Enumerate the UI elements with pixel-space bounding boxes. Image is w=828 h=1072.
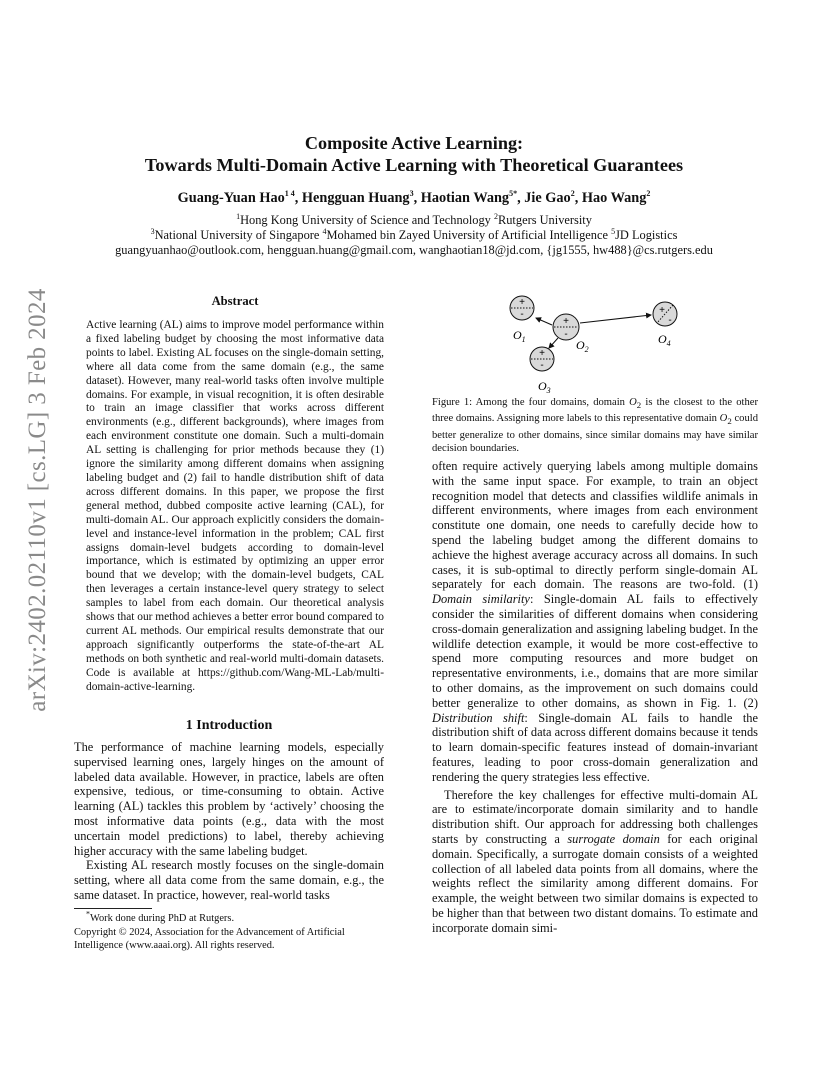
emphasis: Domain similarity — [432, 592, 530, 607]
text-run: : Single-domain AL fails to handle the distribution shift of data across different domains because it tends to learn domain-specific features instead of domain-invariant features, leading to poor cross-domain generalization and rendering the query strategies less effective. — [432, 710, 759, 784]
plus-label: + — [659, 305, 665, 316]
author: Haotian Wang — [420, 190, 510, 206]
text-run: often require actively querying labels among multiple domains with the same input space. For example, to train an object recognition model that detects and classifies wildlife animals in different environments, where images from each environment constitute one domain, one needs to carefully decide how to spend the labeling budget among the different domains to achieve the highest average accuracy across all domains. In such cases, it is sub-optimal to directly perform single-domain AL separately for each domain. The reasons are two-fold. (1) — [432, 459, 758, 592]
footnote — [74, 909, 384, 953]
author-affil-mark: 2 — [570, 189, 575, 199]
caption-symbol: O — [719, 413, 728, 425]
affiliation-line-1 — [60, 213, 768, 228]
figure-1-domain-diagram — [432, 286, 758, 394]
plus-label: + — [563, 316, 569, 327]
right-column-body — [432, 459, 758, 936]
author-affil-mark: 1 4 — [284, 189, 295, 199]
domain-o1-node — [510, 296, 534, 320]
emphasis: surrogate domain — [567, 831, 660, 846]
text-run: for each original domain. Specifically, a surrogate domain consists of a weighted collection of all labeled data points from all domains, where the weights reflect the similarity among different domains. For example, the weight between two similar domains is expected to be higher than that between two distant domains. To estimate and incorporate domain simi- — [432, 831, 759, 935]
caption-subscript: 2 — [636, 400, 642, 411]
author-affil-mark: 2 — [646, 189, 651, 199]
minus-label: - — [540, 360, 544, 371]
paper-title — [88, 132, 740, 176]
arrow-to-o1 — [536, 318, 552, 325]
caption-text: could better generalize to other domains, since similar domains may have similar decision boundaries. — [432, 413, 758, 454]
domain-o1-label: $O_1$ — [513, 328, 526, 344]
figure-1-caption — [432, 396, 758, 455]
domain-o4-label: $O_4$ — [658, 332, 671, 348]
paragraph — [432, 788, 758, 936]
text-run: : Single-domain AL fails to effectively consider the similarities of different domains when considering cross-domain generalization and assigning labeling budget. In the wildlife detection example, it would be more cost-effective to spend more computing resources and more budget on representative environments, i.e., domains that are more similar to other domains, as the improvement on such domains could better generalize to other domains, as shown in Fig. 1. (2) — [432, 592, 758, 710]
author: Hengguan Huang — [301, 190, 410, 206]
domain-o4-node — [653, 302, 677, 326]
author-list: Guang-Yuan Hao$^{1 4}$, Hengguan Huang$^3$, Haotian Wang$^{5*}$, Jie Gao$^2$, Hao Wang$^2$ — [177, 189, 651, 206]
introduction-body — [74, 740, 384, 903]
affil-mark: 3 — [150, 226, 155, 236]
text-run: Therefore the key challenges for effective multi-domain AL are to estimate/incorporate domain similarity and to handle distribution shift. Our approach for addressing both challenges starts by constructing a — [432, 787, 758, 846]
affiliation: Rutgers University — [497, 213, 592, 227]
emphasis: Distribution shift — [432, 710, 525, 725]
author-affil-mark: 3 — [409, 189, 414, 199]
caption-symbol: O — [629, 397, 637, 408]
paragraph — [432, 459, 758, 785]
author: Hao Wang — [581, 190, 647, 206]
footnote-mark: * — [86, 909, 90, 919]
affiliation-line-2 — [60, 228, 768, 243]
caption-text: Among the four domains, domain — [472, 397, 630, 408]
footnote-work-note — [74, 909, 384, 926]
caption-text: is the closest to the other three domains. Assigning more labels to this representative domain — [432, 397, 758, 425]
abstract-text: Active learning (AL) aims to improve model performance within a fixed labeling budget by choosing the most informative data points to label. Existing AL focuses on the single-domain setting, where all data come from the same domain (e.g., the same dataset). However, many real-world tasks often involve multiple domains. For example, in visual recognition, it is often desirable to train an image classifier that works across different environments (e.g., different backgrounds), where images from each environment constitute one domain. Such a multi-domain AL setting is challenging for prior methods because they (1) ignore the similarity among different domains when assigning labeling budget and (2) fail to handle distribution shift of data across different domains. In this paper, we propose the first general method, dubbed composite active learning (CAL), for multi-domain AL. Our approach explicitly considers the domain-level and instance-level information in the problem; CAL first assigns domain-level budgets according to domain-level importance, which is estimated by optimizing an upper error bound that we develop; with the domain-level budgets, CAL then leverages a certain instance-level query strategy to select samples to label from each domain. Our theoretical analysis shows that our method achieves a better error bound compared to current AL methods. Our empirical results demonstrate that our approach significantly outperforms the state-of-the-art AL methods on both synthetic and real-world multi-domain datasets. Code is available at https://github.com/Wang-ML-Lab/multi-domain-active-learning. — [86, 319, 384, 693]
affil-mark: 1 — [236, 211, 241, 221]
caption-subscript: 2 — [727, 416, 732, 427]
domain-o2-node — [553, 314, 579, 340]
footnote-text: Work done during PhD at Rutgers. — [90, 913, 235, 924]
title-line-2: Towards Multi-Domain Active Learning with Theoretical Guarantees — [144, 155, 684, 175]
abstract-body — [86, 319, 384, 694]
plus-label: + — [519, 297, 525, 308]
affil-mark: 4 — [322, 226, 327, 236]
domain-o3-node — [530, 347, 554, 371]
author-affil-mark: 5* — [509, 189, 518, 199]
copyright-notice: Copyright © 2024, Association for the Advancement of Artificial Intelligence (www.aaai.org). All rights reserved. — [74, 926, 345, 952]
minus-label: - — [520, 309, 524, 320]
affiliation: JD Logistics — [615, 228, 678, 242]
arxiv-identifier: arXiv:2402.02110v1 [cs.LG] 3 Feb 2024 — [24, 288, 51, 712]
affil-mark: 2 — [493, 211, 498, 221]
affil-mark: 5 — [611, 226, 616, 236]
arxiv-sidebar — [18, 288, 58, 712]
domain-o3-label: $O_3$ — [538, 379, 551, 394]
affiliation: Mohamed bin Zayed University of Artificial Intelligence — [326, 228, 612, 242]
paragraph: The performance of machine learning models, especially supervised learning ones, largely hinges on the amount of labeled data available. However, in practice, labels are often expensive, tedious, or time-consuming to obtain. Active learning (AL) tackles this problem by ‘actively’ choosing the most informative data points (e.g., data with the most uncertain model predictions) to label, thereby achieving higher accuracy with the same labeling budget. — [74, 740, 384, 858]
abstract-heading: Abstract — [211, 294, 259, 308]
affiliation: Hong Kong University of Science and Technology — [240, 213, 494, 227]
plus-label: + — [539, 348, 545, 359]
minus-label: - — [564, 329, 568, 340]
arrow-to-o4 — [580, 315, 651, 323]
author-emails: guangyuanhao@outlook.com, hengguan.huang@gmail.com, wanghaotian18@jd.com, {jg1555, hw488}@cs.rutgers.edu — [115, 243, 713, 257]
section-heading-introduction: 1 Introduction — [185, 718, 273, 733]
affiliation: National University of Singapore — [154, 228, 323, 242]
paragraph: Existing AL research mostly focuses on the single-domain setting, where all data come from the same domain, e.g., the same dataset. In practice, however, real-world tasks — [74, 858, 384, 902]
domain-o2-label: $O_2$ — [576, 338, 589, 354]
author: Guang-Yuan Hao — [177, 190, 285, 206]
title-line-1: Composite Active Learning: — [304, 133, 524, 153]
author: Jie Gao — [524, 190, 571, 206]
arrow-to-o3 — [549, 338, 558, 348]
caption-label: Figure 1: — [432, 397, 473, 408]
minus-label: - — [668, 315, 672, 326]
